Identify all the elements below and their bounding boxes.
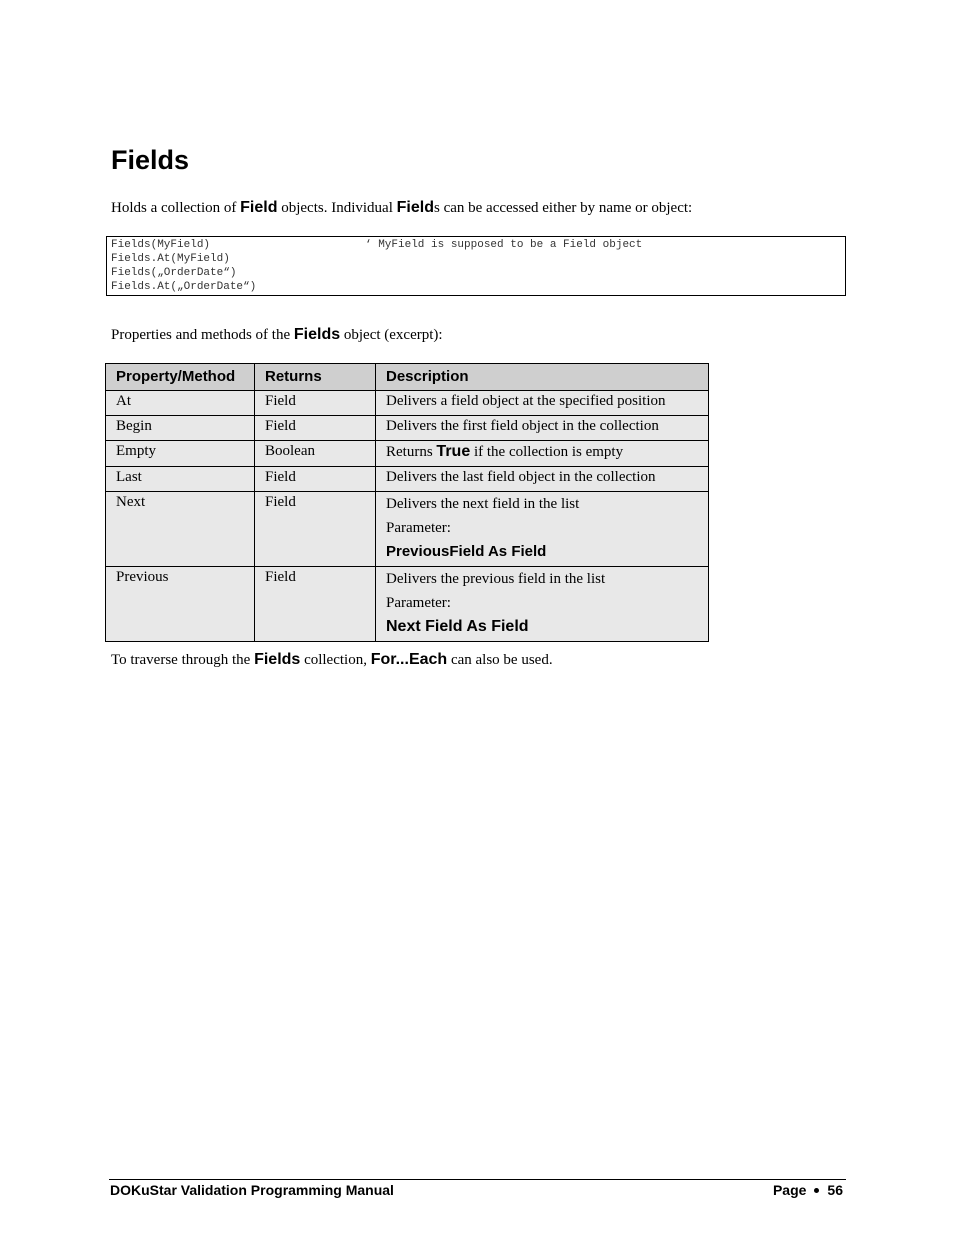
intro-text-1: Holds a collection of xyxy=(111,200,241,216)
cell-name: Empty xyxy=(106,441,255,467)
footer-page-number: 56 xyxy=(827,1182,843,1198)
cell-description xyxy=(376,567,709,642)
props-text-2: object (excerpt): xyxy=(340,327,443,343)
cell-description: Delivers the first field object in the collection xyxy=(376,416,709,441)
cell-returns: Field xyxy=(255,492,376,567)
traverse-text-3: can also be used. xyxy=(447,652,553,668)
properties-intro xyxy=(111,326,443,344)
cell-name: Previous xyxy=(106,567,255,642)
traverse-text-1: To traverse through the xyxy=(111,652,255,668)
desc-text-post: if the collection is empty xyxy=(470,444,624,460)
properties-table xyxy=(105,363,709,642)
code-line-3: Fields(„OrderDate“) xyxy=(111,267,237,279)
code-line-1: Fields(MyField) xyxy=(111,239,211,251)
code-comment: ‘ MyField is supposed to be a Field object xyxy=(365,239,643,251)
header-description: Description xyxy=(376,364,709,391)
footer-page-label: Page xyxy=(772,1182,807,1198)
header-returns: Returns xyxy=(255,364,376,391)
desc-text-pre: Returns xyxy=(386,444,437,460)
props-fields-term: Fields xyxy=(293,326,341,343)
table-header-row xyxy=(106,364,709,391)
cell-returns: Field xyxy=(255,391,376,416)
footer-divider xyxy=(109,1179,846,1180)
table-row xyxy=(106,492,709,567)
param-value: Next Field As Field xyxy=(386,618,529,635)
intro-text-2: objects. Individual xyxy=(277,200,397,216)
table-row xyxy=(106,416,709,441)
code-line-2: Fields.At(MyField) xyxy=(111,253,230,265)
desc-true-term: True xyxy=(436,443,471,460)
table-row xyxy=(106,467,709,492)
cell-name: Last xyxy=(106,467,255,492)
traverse-paragraph xyxy=(111,651,553,669)
props-text-1: Properties and methods of the xyxy=(111,327,294,343)
desc-text: Delivers the previous field in the list xyxy=(386,571,606,587)
param-label: Parameter: xyxy=(386,520,451,536)
cell-description xyxy=(376,441,709,467)
cell-description: Delivers the last field object in the collection xyxy=(376,467,709,492)
page-title: Fields xyxy=(111,145,190,175)
table-row xyxy=(106,567,709,642)
code-line-4: Fields.At(„OrderDate“) xyxy=(111,281,257,293)
table-row xyxy=(106,391,709,416)
param-label: Parameter: xyxy=(386,595,451,611)
traverse-text-2: collection, xyxy=(300,652,371,668)
traverse-foreach-term: For...Each xyxy=(370,651,448,668)
cell-returns: Field xyxy=(255,567,376,642)
cell-description xyxy=(376,492,709,567)
intro-field-term-2: Field xyxy=(396,199,434,216)
desc-text: Delivers the next field in the list xyxy=(386,496,580,512)
intro-text-3: s can be accessed either by name or object: xyxy=(433,200,693,216)
cell-name: Begin xyxy=(106,416,255,441)
cell-name: Next xyxy=(106,492,255,567)
footer-page xyxy=(773,1182,843,1198)
cell-name: At xyxy=(106,391,255,416)
table-row xyxy=(106,441,709,467)
cell-description: Delivers a field object at the specified position xyxy=(376,391,709,416)
cell-returns: Boolean xyxy=(255,441,376,467)
intro-field-term-1: Field xyxy=(240,199,278,216)
cell-returns: Field xyxy=(255,467,376,492)
param-value: PreviousField As Field xyxy=(386,543,547,560)
cell-returns: Field xyxy=(255,416,376,441)
code-example-box xyxy=(106,236,846,296)
footer-title: DOKuStar Validation Programming Manual xyxy=(110,1182,394,1198)
header-property: Property/Method xyxy=(106,364,255,391)
bullet-icon xyxy=(814,1188,819,1193)
intro-paragraph xyxy=(111,199,692,217)
traverse-fields-term: Fields xyxy=(254,651,301,668)
